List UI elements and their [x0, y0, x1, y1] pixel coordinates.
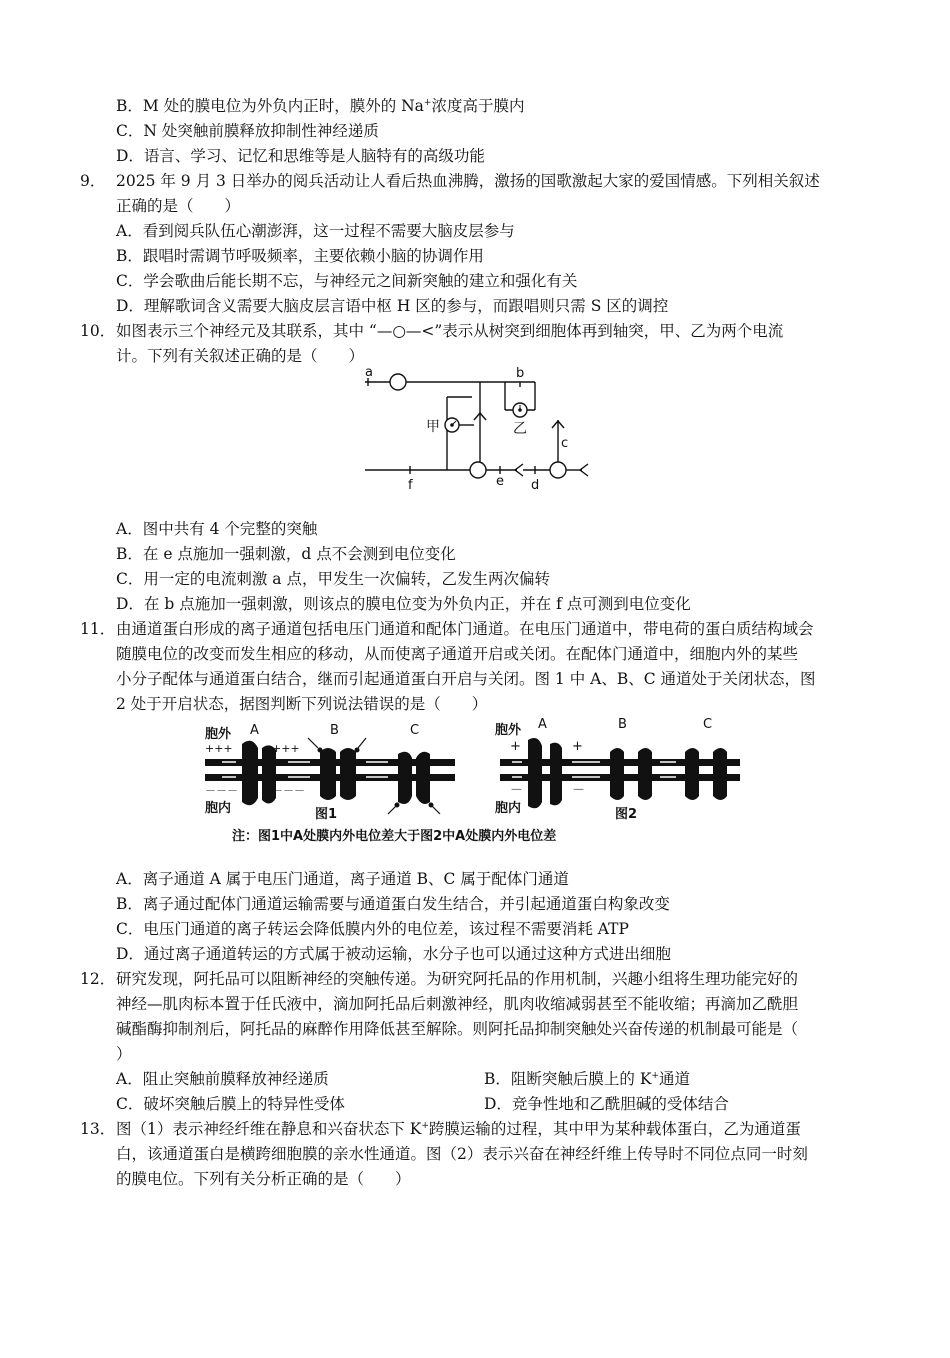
q11-stem-line2: 随膜电位的改变而发生相应的移动，从而使离子通道开启或关闭。在配体门通道中，细胞内外的某些 — [116, 645, 799, 663]
label-yi: 乙 — [513, 421, 527, 437]
q10-option-a: A．图中共有 4 个完整的突触 — [116, 520, 318, 538]
q12-option-d: D．竞争性地和乙酰胆碱的受体结合 — [484, 1095, 729, 1113]
q11-stem-line4: 2 处于开启状态，据图判断下列说法错误的是（ ） — [116, 695, 488, 713]
q8-option-c: C．N 处突触前膜释放抑制性神经递质 — [116, 122, 379, 140]
fig2-label-A: A — [538, 717, 547, 732]
q13-stem-line3: 的膜电位。下列有关分析正确的是（ ） — [116, 1170, 411, 1188]
fig1-minus-mid: －－－ — [272, 784, 305, 797]
label-c: c — [561, 436, 569, 451]
q11-option-b: B．离子通过配体门通道运输需要与通道蛋白发生结合，并引起通道蛋白构象改变 — [116, 895, 670, 913]
q11-stem-line1: 由通道蛋白形成的离子通道包括电压门通道和配体门通道。在电压门通道中，带电荷的蛋白质结构域会 — [116, 620, 814, 638]
label-jia: 甲 — [426, 419, 440, 435]
fig1-label-C: C — [410, 723, 420, 738]
q13-stem-line2: 白，该通道蛋白是横跨细胞膜的亲水性通道。图（2）表示兴奋在神经纤维上传导时不同位点同一时刻 — [116, 1145, 808, 1163]
fig1-plus-mid: +++ — [272, 742, 300, 755]
q11-number: 11． — [80, 620, 116, 638]
q10-number: 10． — [80, 322, 116, 340]
q12-number: 12． — [80, 970, 116, 988]
q9-option-a: A．看到阅兵队伍心潮澎湃，这一过程不需要大脑皮层参与 — [116, 222, 515, 240]
label-f: f — [408, 478, 413, 493]
q11-option-a: A．离子通道 A 属于电压门通道，离子通道 B、C 属于配体门通道 — [116, 870, 569, 888]
label-a: a — [365, 365, 373, 380]
fig-note: 注：图1中A处膜内外电位差大于图2中A处膜内外电位差 — [232, 829, 557, 844]
q12-option-a: A．阻止突触前膜释放神经递质 — [116, 1070, 329, 1088]
q11-option-c: C．电压门通道的离子转运会降低膜内外的电位差，该过程不需要消耗 ATP — [116, 920, 629, 938]
q12-stem-line4: ） — [116, 1045, 132, 1063]
q8-option-d: D．语言、学习、记忆和思维等是人脑特有的高级功能 — [116, 147, 485, 165]
q13-number: 13． — [80, 1120, 116, 1138]
label-d: d — [531, 478, 540, 493]
fig2-plus-mid: + — [572, 739, 583, 754]
label-b: b — [516, 366, 525, 381]
q10-option-d: D．在 b 点施加一强刺激，则该点的膜电位变为外负内正，并在 f 点可测到电位变化 — [116, 595, 691, 613]
q10-option-c: C．用一定的电流刺激 a 点，甲发生一次偏转，乙发生两次偏转 — [116, 570, 550, 588]
q9-number: 9． — [80, 172, 106, 190]
fig1-label-B: B — [330, 723, 339, 738]
q10-stem-line1: 如图表示三个神经元及其联系，其中 “—○—<”表示从树突到细胞体再到轴突，甲、乙为两个电流 — [116, 322, 784, 340]
fig1-minus-left: －－－ — [205, 784, 238, 797]
fig2-inside-label: 胞内 — [495, 801, 522, 816]
q12-option-b: B．阻断突触后膜上的 K+通道 — [484, 1070, 690, 1088]
q9-option-b: B．跟唱时需调节呼吸频率，主要依赖小脑的协调作用 — [116, 247, 484, 265]
q12-option-c: C．破坏突触后膜上的特异性受体 — [116, 1095, 345, 1113]
q10-neuron-diagram — [360, 365, 600, 495]
fig2-label-C: C — [703, 717, 713, 732]
q8-option-b: B．M 处的膜电位为外负内正时，膜外的 Na+浓度高于膜内 — [116, 97, 525, 115]
q11-option-d: D．通过离子通道转运的方式属于被动运输，水分子也可以通过这种方式进出细胞 — [116, 945, 671, 963]
q9-stem-line1: 2025 年 9 月 3 日举办的阅兵活动让人看后热血沸腾，激扬的国歌激起大家的爱国情感。下列相关叙述 — [116, 172, 820, 190]
q12-stem-line1: 研究发现，阿托品可以阻断神经的突触传递。为研究阿托品的作用机制，兴趣小组将生理功能完好的 — [116, 970, 799, 988]
q9-option-d: D．理解歌词含义需要大脑皮层言语中枢 H 区的参与，而跟唱则只需 S 区的调控 — [116, 297, 669, 315]
q13-stem-line1: 图（1）表示神经纤维在静息和兴奋状态下 K+跨膜运输的过程，其中甲为某种载体蛋白，乙为通道蛋 — [116, 1120, 801, 1138]
fig2-minus-left: － — [510, 783, 524, 798]
fig2-outside-label: 胞外 — [495, 723, 522, 738]
fig1-label-A: A — [250, 723, 259, 738]
q10-stem-line2: 计。下列有关叙述正确的是（ ） — [116, 347, 365, 365]
q9-stem-line2: 正确的是（ ） — [116, 197, 241, 215]
fig2-label-B: B — [618, 717, 627, 732]
label-e: e — [496, 474, 504, 489]
fig1-plus-left: +++ — [205, 742, 233, 755]
fig1-caption: 图1 — [315, 807, 338, 822]
fig2-plus-left: + — [510, 739, 521, 754]
q9-option-c: C．学会歌曲后能长期不忘，与神经元之间新突触的建立和强化有关 — [116, 272, 578, 290]
q10-option-b: B．在 e 点施加一强刺激，d 点不会测到电位变化 — [116, 545, 456, 563]
fig1-inside-label: 胞内 — [205, 801, 232, 816]
q11-stem-line3: 小分子配体与通道蛋白结合，继而引起通道蛋白开启与关闭。图 1 中 A、B、C 通道处于关闭状态，图 — [116, 670, 816, 688]
q12-stem-line2: 神经—肌肉标本置于任氏液中，滴加阿托品后刺激神经，肌肉收缩减弱甚至不能收缩；再滴加乙酰胆 — [116, 995, 799, 1013]
fig2-caption: 图2 — [615, 807, 638, 822]
fig1-outside-label: 胞外 — [205, 727, 232, 742]
q12-stem-line3: 碱酯酶抑制剂后，阿托品的麻醉作用降低甚至解除。则阿托品抑制突触处兴奋传递的机制最可能是（ — [116, 1020, 799, 1038]
q11-ion-channel-figure — [200, 712, 760, 852]
fig2-minus-mid: － — [572, 783, 586, 798]
